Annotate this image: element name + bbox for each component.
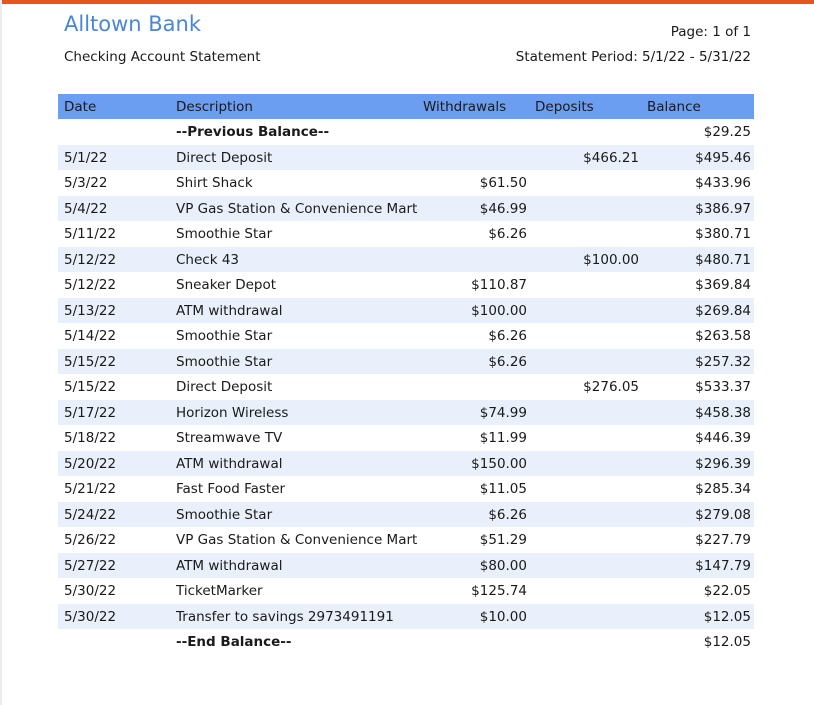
cell-balance: $279.08 <box>695 506 751 523</box>
table-row <box>58 221 754 247</box>
cell-description: --Previous Balance-- <box>176 124 330 140</box>
table-row <box>58 247 754 273</box>
table-row <box>58 374 754 400</box>
cell-description: Horizon Wireless <box>176 404 289 421</box>
cell-withdrawal: $80.00 <box>479 557 527 574</box>
cell-date: 5/21/22 <box>64 481 117 497</box>
cell-withdrawal: $46.99 <box>479 200 527 217</box>
cell-description: Direct Deposit <box>176 149 273 166</box>
cell-balance: $446.39 <box>695 430 751 446</box>
cell-withdrawal: $125.74 <box>471 583 527 599</box>
cell-description: VP Gas Station & Convenience Mart <box>176 200 418 217</box>
table-row <box>58 553 754 579</box>
page-edge <box>0 0 2 705</box>
cell-balance: $386.97 <box>695 200 751 217</box>
cell-deposit: $276.05 <box>583 379 639 395</box>
table-body <box>58 119 754 655</box>
cell-description: ATM withdrawal <box>176 557 283 574</box>
cell-description: Streamwave TV <box>176 430 283 446</box>
cell-description: Transfer to savings 2973491191 <box>176 608 394 625</box>
cell-date: 5/20/22 <box>64 455 117 472</box>
cell-description: Sneaker Depot <box>176 277 277 293</box>
cell-withdrawal: $6.26 <box>488 353 527 370</box>
column-header-date: Date <box>64 99 97 115</box>
cell-withdrawal: $61.50 <box>479 175 527 191</box>
cell-balance: $533.37 <box>695 379 751 395</box>
cell-date: 5/30/22 <box>64 583 117 599</box>
cell-description: Fast Food Faster <box>176 481 286 497</box>
cell-description: VP Gas Station & Convenience Mart <box>176 532 418 548</box>
cell-description: --End Balance-- <box>176 634 292 650</box>
cell-balance: $257.32 <box>695 353 751 370</box>
cell-balance: $147.79 <box>695 557 751 574</box>
table-row <box>58 400 754 426</box>
cell-date: 5/18/22 <box>64 430 117 446</box>
cell-date: 5/27/22 <box>64 557 117 574</box>
cell-description: Shirt Shack <box>176 175 253 191</box>
cell-withdrawal: $6.26 <box>488 328 527 344</box>
cell-balance: $433.96 <box>695 175 751 191</box>
cell-balance: $12.05 <box>703 608 751 625</box>
cell-withdrawal: $150.00 <box>471 455 527 472</box>
cell-withdrawal: $11.99 <box>479 430 527 446</box>
cell-balance: $458.38 <box>695 404 751 421</box>
cell-withdrawal: $6.26 <box>488 506 527 523</box>
cell-description: ATM withdrawal <box>176 302 283 319</box>
table-row <box>58 298 754 324</box>
cell-balance: $380.71 <box>695 226 751 242</box>
cell-balance: $22.05 <box>703 583 751 599</box>
cell-date: 5/4/22 <box>64 200 108 217</box>
table-row <box>58 527 754 553</box>
table-row <box>58 629 754 655</box>
cell-date: 5/13/22 <box>64 302 117 319</box>
cell-balance: $285.34 <box>695 481 751 497</box>
column-header-balance: Balance <box>647 99 701 115</box>
cell-balance: $29.25 <box>703 124 751 140</box>
cell-balance: $480.71 <box>695 251 751 268</box>
cell-date: 5/11/22 <box>64 226 117 242</box>
cell-date: 5/15/22 <box>64 353 117 370</box>
cell-withdrawal: $100.00 <box>471 302 527 319</box>
table-row <box>58 476 754 502</box>
table-row <box>58 323 754 349</box>
cell-balance: $369.84 <box>695 277 751 293</box>
table-row <box>58 145 754 171</box>
cell-description: Smoothie Star <box>176 226 273 242</box>
cell-date: 5/17/22 <box>64 404 117 421</box>
statement-title: Checking Account Statement <box>64 49 261 65</box>
table-row <box>58 349 754 375</box>
cell-description: Smoothie Star <box>176 506 273 523</box>
cell-withdrawal: $6.26 <box>488 226 527 242</box>
cell-date: 5/30/22 <box>64 608 117 625</box>
cell-withdrawal: $110.87 <box>471 277 527 293</box>
cell-balance: $269.84 <box>695 302 751 319</box>
cell-description: TicketMarker <box>176 583 263 599</box>
cell-date: 5/1/22 <box>64 149 108 166</box>
cell-withdrawal: $51.29 <box>479 532 527 548</box>
cell-date: 5/12/22 <box>64 251 117 268</box>
cell-date: 5/26/22 <box>64 532 117 548</box>
table-row <box>58 604 754 630</box>
table-row <box>58 170 754 196</box>
column-header-deposits: Deposits <box>535 99 594 115</box>
cell-withdrawal: $11.05 <box>479 481 527 497</box>
cell-date: 5/24/22 <box>64 506 117 523</box>
cell-balance: $296.39 <box>695 455 751 472</box>
table-row <box>58 502 754 528</box>
cell-description: Smoothie Star <box>176 328 273 344</box>
table-row <box>58 578 754 604</box>
table-row <box>58 272 754 298</box>
cell-balance: $12.05 <box>703 634 751 650</box>
page-number: Page: 1 of 1 <box>670 24 751 40</box>
transactions-table <box>58 94 754 655</box>
cell-withdrawal: $10.00 <box>479 608 527 625</box>
column-header-withdrawals: Withdrawals <box>423 99 507 115</box>
cell-deposit: $100.00 <box>583 251 639 268</box>
cell-description: Check 43 <box>176 251 239 268</box>
bank-name: Alltown Bank <box>64 12 202 36</box>
cell-date: 5/14/22 <box>64 328 117 344</box>
column-header-description: Description <box>176 99 253 115</box>
cell-date: 5/12/22 <box>64 277 117 293</box>
cell-description: Smoothie Star <box>176 353 273 370</box>
table-row <box>58 451 754 477</box>
table-header <box>58 94 754 119</box>
cell-deposit: $466.21 <box>583 149 639 166</box>
cell-balance: $263.58 <box>695 328 751 344</box>
table-row <box>58 425 754 451</box>
accent-bar <box>2 0 814 4</box>
table-row <box>58 119 754 145</box>
cell-description: Direct Deposit <box>176 379 273 395</box>
cell-date: 5/3/22 <box>64 175 108 191</box>
cell-description: ATM withdrawal <box>176 455 283 472</box>
statement-period: Statement Period: 5/1/22 - 5/31/22 <box>515 49 751 65</box>
cell-balance: $227.79 <box>695 532 751 548</box>
cell-withdrawal: $74.99 <box>479 404 527 421</box>
table-row <box>58 196 754 222</box>
cell-date: 5/15/22 <box>64 379 117 395</box>
cell-balance: $495.46 <box>695 149 751 166</box>
